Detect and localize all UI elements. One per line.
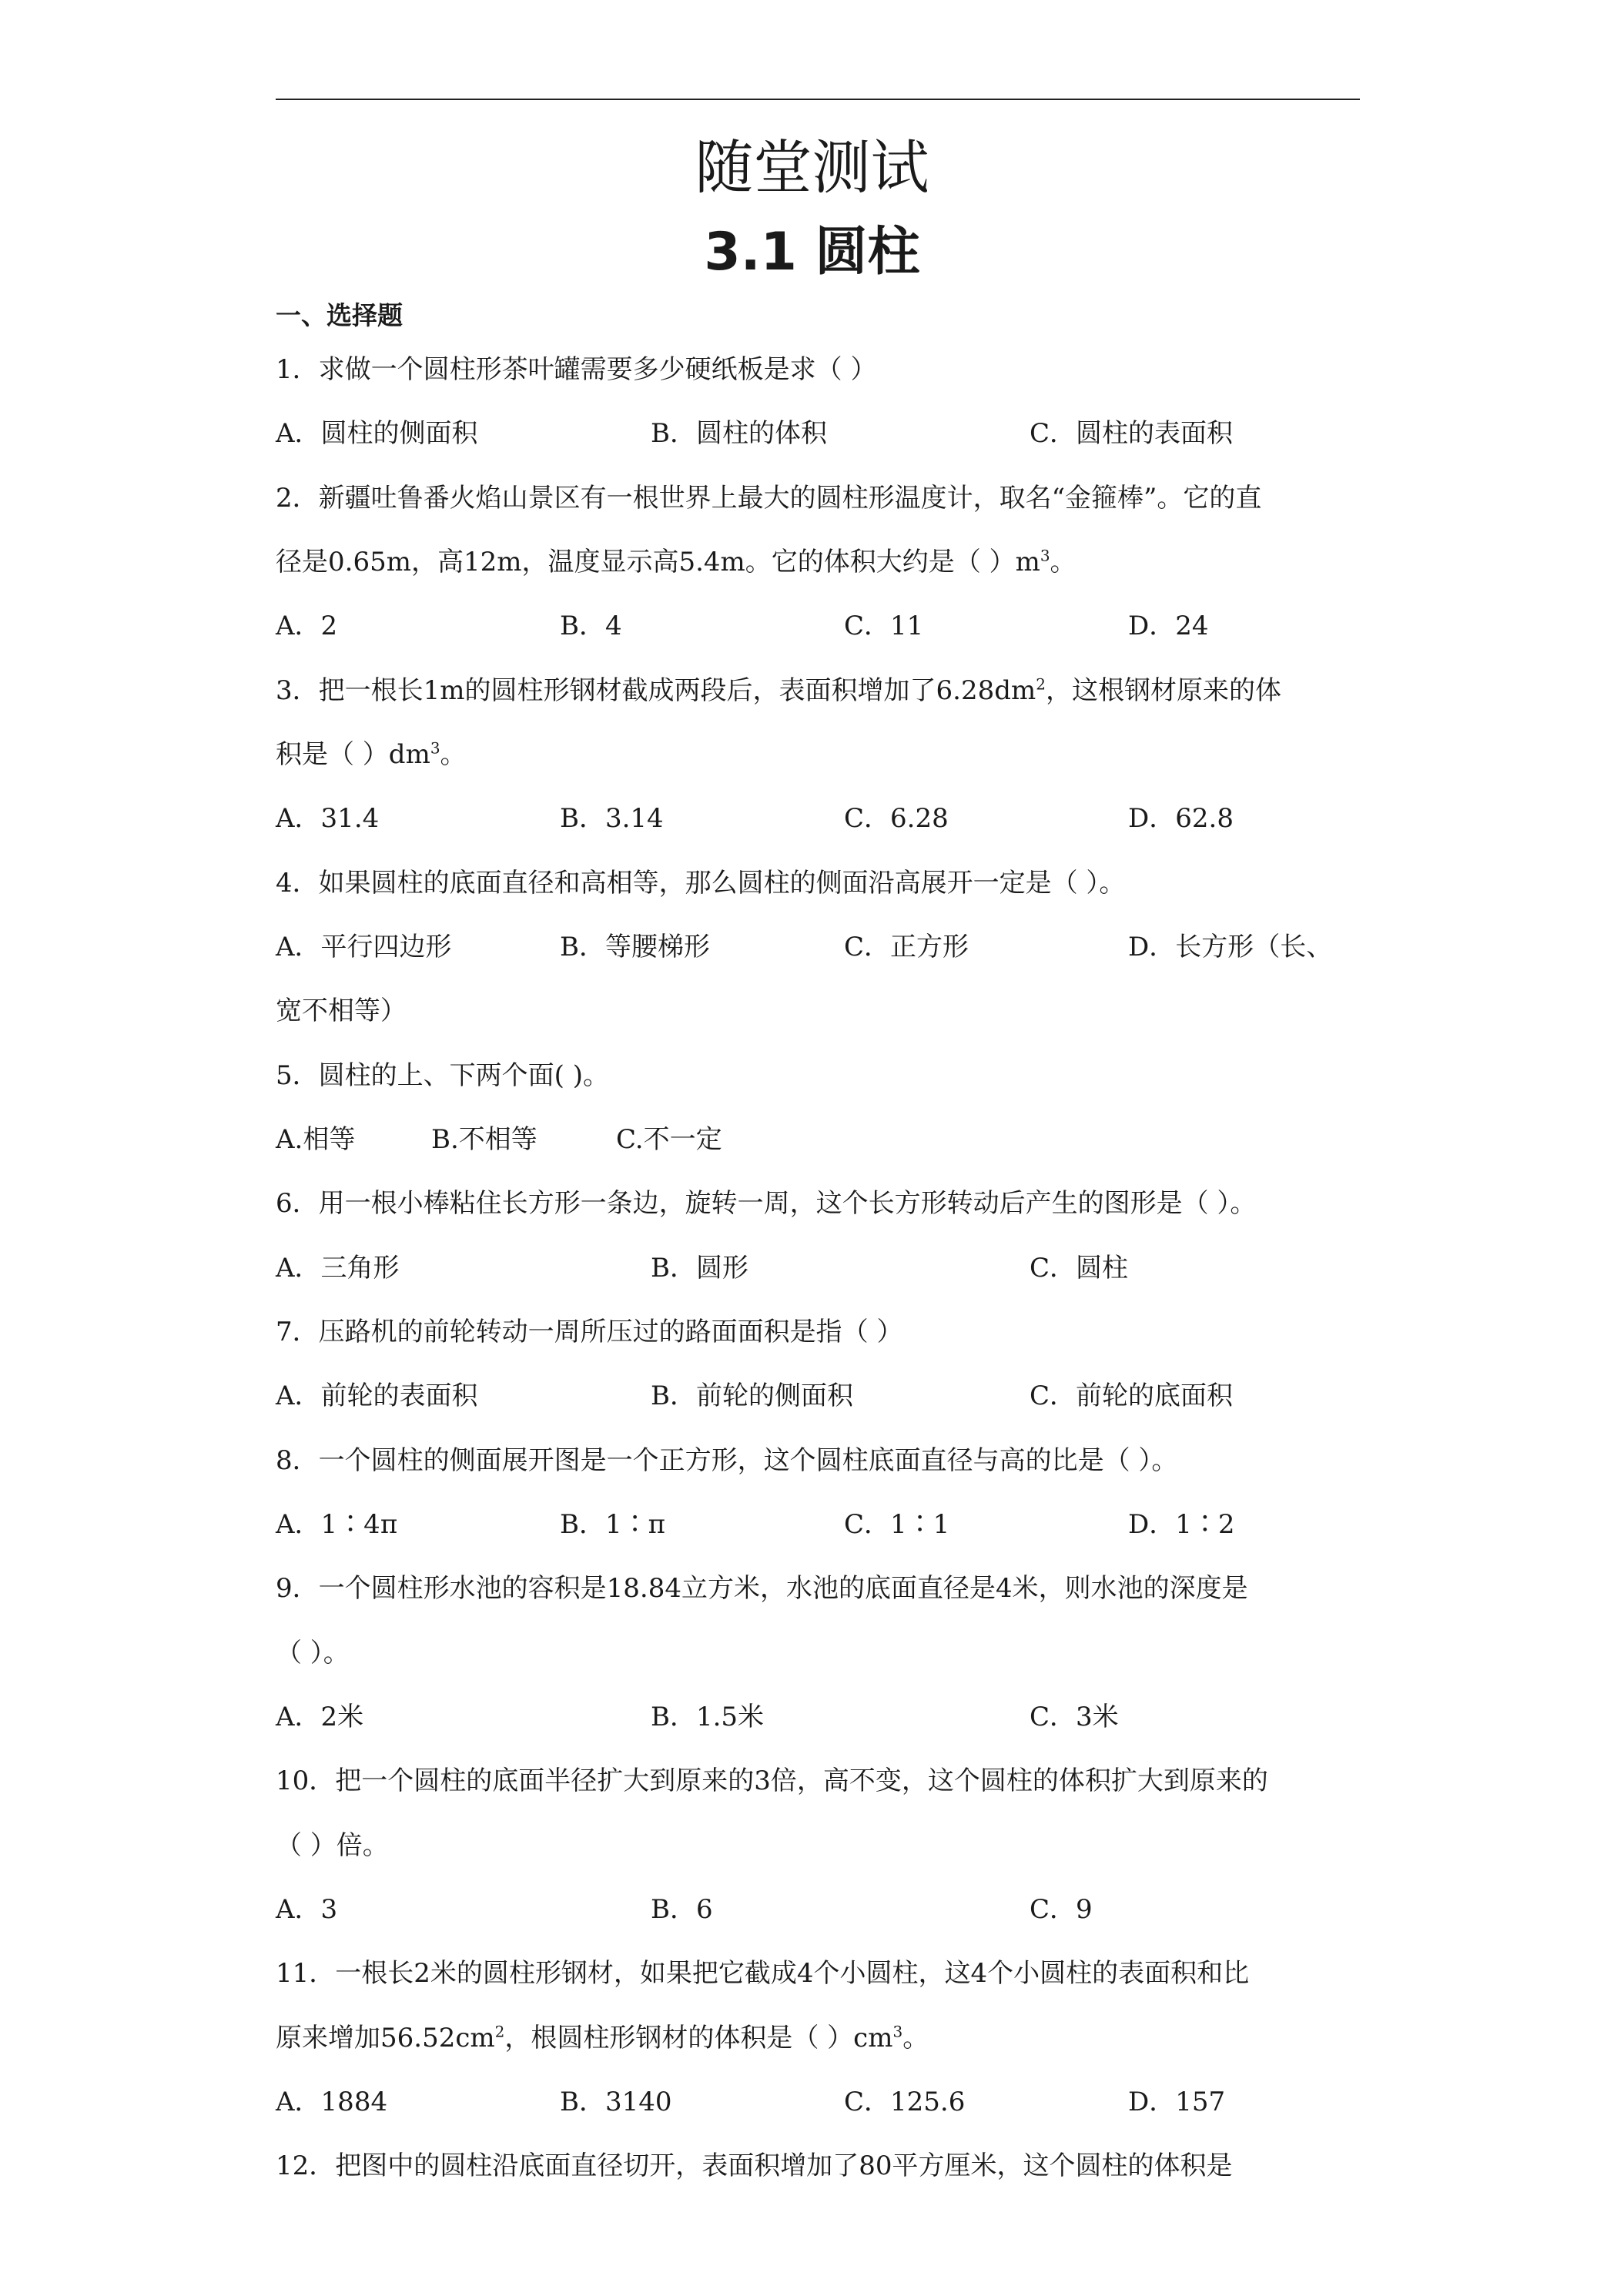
q6-option-b: B．圆形 bbox=[651, 1253, 748, 1284]
q4-option-d: D．长方形（长、 bbox=[1128, 932, 1333, 962]
q10-option-b: B．6 bbox=[651, 1894, 713, 1925]
q4-option-a: A．平行四边形 bbox=[276, 932, 452, 962]
header-rule bbox=[276, 99, 1360, 100]
q4-option-d-continued: 宽不相等） bbox=[276, 996, 407, 1026]
q7-option-a: A．前轮的表面积 bbox=[276, 1381, 478, 1411]
question-2-line-1: 2．新疆吐鲁番火焰山景区有一根世界上最大的圆柱形温度计，取名“金箍棒”。它的直 bbox=[276, 483, 1262, 514]
q3-option-c: C．6.28 bbox=[844, 803, 949, 834]
q11-option-c: C．125.6 bbox=[844, 2087, 966, 2117]
superscript: 2 bbox=[1036, 674, 1046, 694]
q3-option-d: D．62.8 bbox=[1128, 803, 1234, 834]
question-8: 8．一个圆柱的侧面展开图是一个正方形，这个圆柱底面直径与高的比是（ ）。 bbox=[276, 1445, 1178, 1476]
question-2-line-2: 径是0.65m，高12m，温度显示高5.4m。它的体积大约是（ ）$m^3$。 bbox=[276, 546, 1077, 577]
q9-option-b: B．1.5米 bbox=[651, 1702, 765, 1732]
q1-option-b: B．圆柱的体积 bbox=[651, 418, 827, 449]
q11-option-b: B．3140 bbox=[560, 2087, 672, 2117]
superscript: 3 bbox=[430, 738, 440, 758]
page-title: 随堂测试 bbox=[695, 133, 929, 202]
q3-option-b: B．3.14 bbox=[560, 803, 664, 834]
q8-option-b: B．1∶π bbox=[560, 1509, 665, 1540]
q2-option-b: B．4 bbox=[560, 611, 622, 641]
q4-option-b: B．等腰梯形 bbox=[560, 932, 710, 962]
q2-option-c: C．11 bbox=[844, 611, 924, 641]
question-5: 5．圆柱的上、下两个面( )。 bbox=[276, 1060, 609, 1091]
superscript: 2 bbox=[494, 2022, 505, 2041]
question-4: 4．如果圆柱的底面直径和高相等，那么圆柱的侧面沿高展开一定是（ ）。 bbox=[276, 868, 1126, 899]
q11-option-d: D．157 bbox=[1128, 2087, 1226, 2117]
question-11-line-2: 原来增加$56.52cm^2$，根圆柱形钢材的体积是（ ）$cm^3$。 bbox=[276, 2022, 929, 2053]
q6-option-a: A．三角形 bbox=[276, 1253, 400, 1284]
q8-option-d: D．1∶2 bbox=[1128, 1509, 1235, 1540]
superscript: 3 bbox=[892, 2022, 903, 2041]
q5-option-a: A.相等 bbox=[276, 1124, 356, 1155]
q1-option-c: C．圆柱的表面积 bbox=[1030, 418, 1234, 449]
section-heading: 一、选择题 bbox=[276, 300, 403, 330]
superscript: 3 bbox=[1040, 546, 1050, 565]
question-9-line-2: （ ）。 bbox=[276, 1638, 350, 1668]
question-10-line-1: 10．把一个圆柱的底面半径扩大到原来的3倍，高不变，这个圆柱的体积扩大到原来的 bbox=[276, 1766, 1268, 1796]
q4-option-c: C．正方形 bbox=[844, 932, 969, 962]
q11-option-a: A．1884 bbox=[276, 2087, 388, 2117]
q2-option-d: D．24 bbox=[1128, 611, 1209, 641]
q10-option-a: A．3 bbox=[276, 1894, 338, 1925]
question-1: 1．求做一个圆柱形茶叶罐需要多少硬纸板是求（ ） bbox=[276, 354, 877, 385]
q3-option-a: A．31.4 bbox=[276, 803, 380, 834]
q7-option-c: C．前轮的底面积 bbox=[1030, 1381, 1234, 1411]
question-10-line-2: （ ）倍。 bbox=[276, 1830, 389, 1861]
q8-option-a: A．1∶4π bbox=[276, 1509, 398, 1540]
q1-option-a: A．圆柱的侧面积 bbox=[276, 418, 478, 449]
page-subtitle: 3.1 圆柱 bbox=[704, 222, 920, 283]
question-6: 6．用一根小棒粘住长方形一条边，旋转一周，这个长方形转动后产生的图形是（ ）。 bbox=[276, 1188, 1257, 1219]
question-3-line-1: 3．把一根长1m的圆柱形钢材截成两段后，表面积增加了$6.28dm^2$，这根钢材原来的体 bbox=[276, 674, 1281, 706]
q5-option-c: C.不一定 bbox=[616, 1124, 722, 1155]
q7-option-b: B．前轮的侧面积 bbox=[651, 1381, 853, 1411]
question-12: 12．把图中的圆柱沿底面直径切开，表面积增加了80平方厘米，这个圆柱的体积是 bbox=[276, 2150, 1233, 2181]
q10-option-c: C．9 bbox=[1030, 1894, 1093, 1925]
q8-option-c: C．1∶1 bbox=[844, 1509, 950, 1540]
q9-option-a: A．2米 bbox=[276, 1702, 364, 1732]
q5-option-b: B.不相等 bbox=[431, 1124, 537, 1155]
question-7: 7．压路机的前轮转动一周所压过的路面面积是指（ ） bbox=[276, 1317, 903, 1347]
q6-option-c: C．圆柱 bbox=[1030, 1253, 1129, 1284]
question-11-line-1: 11．一根长2米的圆柱形钢材，如果把它截成4个小圆柱，这4个小圆柱的表面积和比 bbox=[276, 1958, 1250, 1989]
q2-option-a: A．2 bbox=[276, 611, 338, 641]
question-9-line-1: 9．一个圆柱形水池的容积是18.84立方米，水池的底面直径是4米，则水池的深度是 bbox=[276, 1573, 1248, 1604]
question-3-line-2: 积是（ ）$dm^3$。 bbox=[276, 738, 467, 770]
q9-option-c: C．3米 bbox=[1030, 1702, 1119, 1732]
